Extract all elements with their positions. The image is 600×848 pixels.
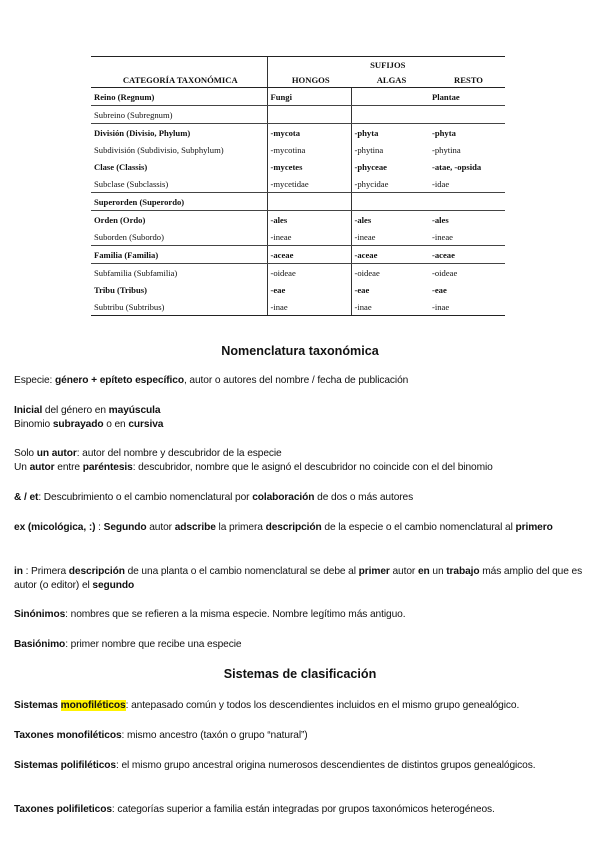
cell-category: Subfamilia (Subfamilia)	[94, 267, 178, 278]
cell-category: Subclase (Subclassis)	[91, 175, 267, 193]
header-resto: RESTO	[429, 72, 505, 88]
header-hongos: HONGOS	[267, 72, 351, 88]
cell-hongos: -ales	[267, 211, 351, 229]
para-taxones-poli: Taxones polifileticos: categorías superior a familia están integradas por grupos taxonómicos heterogéneos.	[14, 804, 495, 815]
cell-resto: Plantae	[429, 88, 505, 106]
cell-resto: -ineae	[429, 228, 505, 246]
cell-resto	[429, 193, 505, 211]
cell-algas: -oideae	[351, 264, 429, 282]
table-row	[91, 106, 505, 124]
para-taxones-mono: Taxones monofiléticos: mismo ancestro (taxón o grupo “natural”)	[14, 730, 308, 741]
cell-hongos: -ineae	[267, 228, 351, 246]
heading-nomenclatura: Nomenclatura taxonómica	[221, 344, 379, 358]
cell-hongos: -aceae	[267, 246, 351, 264]
cell-resto: -atae, -opsida	[432, 161, 482, 172]
cell-category: Subtribu (Subtribus)	[91, 298, 267, 316]
cell-category: Tribu (Tribus)	[94, 284, 147, 295]
para-colaboracion: & / et: Descubrimiento o el cambio nomenclatural por colaboración de dos o más autores	[14, 492, 414, 503]
cell-resto: -aceae	[429, 246, 505, 264]
header-sufijos: SUFIJOS	[267, 57, 505, 73]
cell-resto: -phytina	[432, 144, 461, 155]
cell-algas: -phytina	[351, 141, 429, 158]
cell-category: Clase (Classis)	[94, 161, 148, 172]
cell-algas: -ineae	[351, 228, 429, 246]
para-inicial: Inicial del género en mayúscula Binomio subrayado o en cursiva	[14, 405, 164, 430]
cell-hongos: -inae	[267, 298, 351, 316]
header-categoria: CATEGORÍA TAXONÓMICA	[91, 72, 267, 88]
cell-hongos	[267, 106, 351, 124]
cell-category: División (Divisio, Phylum)	[94, 127, 191, 138]
cell-algas: -eae	[351, 281, 429, 298]
cell-resto: -eae	[432, 284, 447, 295]
para-ex: ex (micológica, :) : Segundo autor adscribe la primera descripción de la especie o el cambio nomenclatural al primero	[14, 522, 553, 533]
cell-resto	[429, 106, 505, 124]
cell-category: Suborden (Subordo)	[91, 228, 267, 246]
cell-hongos: -mycota	[267, 124, 351, 142]
cell-hongos: Fungi	[267, 88, 351, 106]
cell-resto: -phyta	[432, 127, 456, 138]
cell-resto: -ales	[432, 214, 449, 225]
cell-algas: -aceae	[351, 246, 429, 264]
cell-algas	[351, 88, 429, 106]
cell-hongos	[267, 193, 351, 211]
cell-algas: -phyceae	[351, 158, 429, 175]
cell-resto: -inae	[429, 298, 505, 316]
para-especie: Especie: género + epíteto específico, autor o autores del nombre / fecha de publicación	[14, 375, 409, 386]
cell-hongos: -mycetidae	[267, 175, 351, 193]
para-in: in : Primera descripción de una planta o el cambio nomenclatural se debe al primer autor en un trabajo más amplio del que es autor (o editor) el segundo	[14, 566, 583, 591]
cell-algas	[351, 106, 429, 124]
table-row	[91, 281, 505, 298]
table-row	[91, 193, 505, 211]
table-row	[91, 246, 505, 264]
para-basionimo: Basiónimo: primer nombre que recibe una especie	[14, 639, 242, 650]
cell-category: Reino (Regnum)	[91, 88, 267, 106]
table-row	[91, 298, 505, 316]
para-sistemas-poli: Sistemas polifiléticos: el mismo grupo ancestral origina numerosos descendientes de distintos grupos genealógicos.	[14, 760, 536, 771]
cell-algas	[351, 193, 429, 211]
cell-algas: -ales	[351, 211, 429, 229]
table-row	[91, 211, 505, 229]
heading-sistemas: Sistemas de clasificación	[223, 667, 377, 681]
cell-category: Subdivisión (Subdivisio, Subphylum)	[94, 144, 224, 155]
cell-hongos: -eae	[267, 281, 351, 298]
cell-resto: -idae	[429, 175, 505, 193]
cell-algas: -inae	[351, 298, 429, 316]
table-row	[91, 228, 505, 246]
table-row	[91, 158, 505, 175]
taxonomy-suffix-table	[91, 56, 505, 316]
cell-hongos: -mycetes	[267, 158, 351, 175]
table-row	[91, 141, 505, 158]
header-blank	[91, 57, 267, 73]
para-sinonimos: Sinónimos: nombres que se refieren a la misma especie. Nombre legítimo más antiguo.	[14, 609, 406, 620]
para-sistemas-mono: Sistemas monofiléticos: antepasado común y todos los descendientes incluidos en el mismo grupo genealógico.	[14, 700, 520, 711]
cell-category: Subreino (Subregnum)	[91, 106, 267, 124]
cell-category: Superorden (Superordo)	[91, 193, 267, 211]
cell-hongos: -mycotina	[267, 141, 351, 158]
cell-algas: -phycidae	[351, 175, 429, 193]
cell-category: Orden (Ordo)	[94, 214, 146, 225]
cell-category: Familia (Familia)	[91, 246, 267, 264]
table-row	[91, 175, 505, 193]
table-row	[91, 124, 505, 142]
header-algas: ALGAS	[351, 72, 429, 88]
cell-algas: -phyta	[351, 124, 429, 142]
table-row	[91, 264, 505, 282]
table-row	[91, 88, 505, 106]
cell-hongos: -oideae	[267, 264, 351, 282]
cell-resto: -oideae	[432, 267, 458, 278]
para-autor: Solo un autor: autor del nombre y descubridor de la especie Un autor entre paréntesis: descubridor, nombre que le asignó el descubridor no coincide con el del binomio	[14, 448, 493, 473]
